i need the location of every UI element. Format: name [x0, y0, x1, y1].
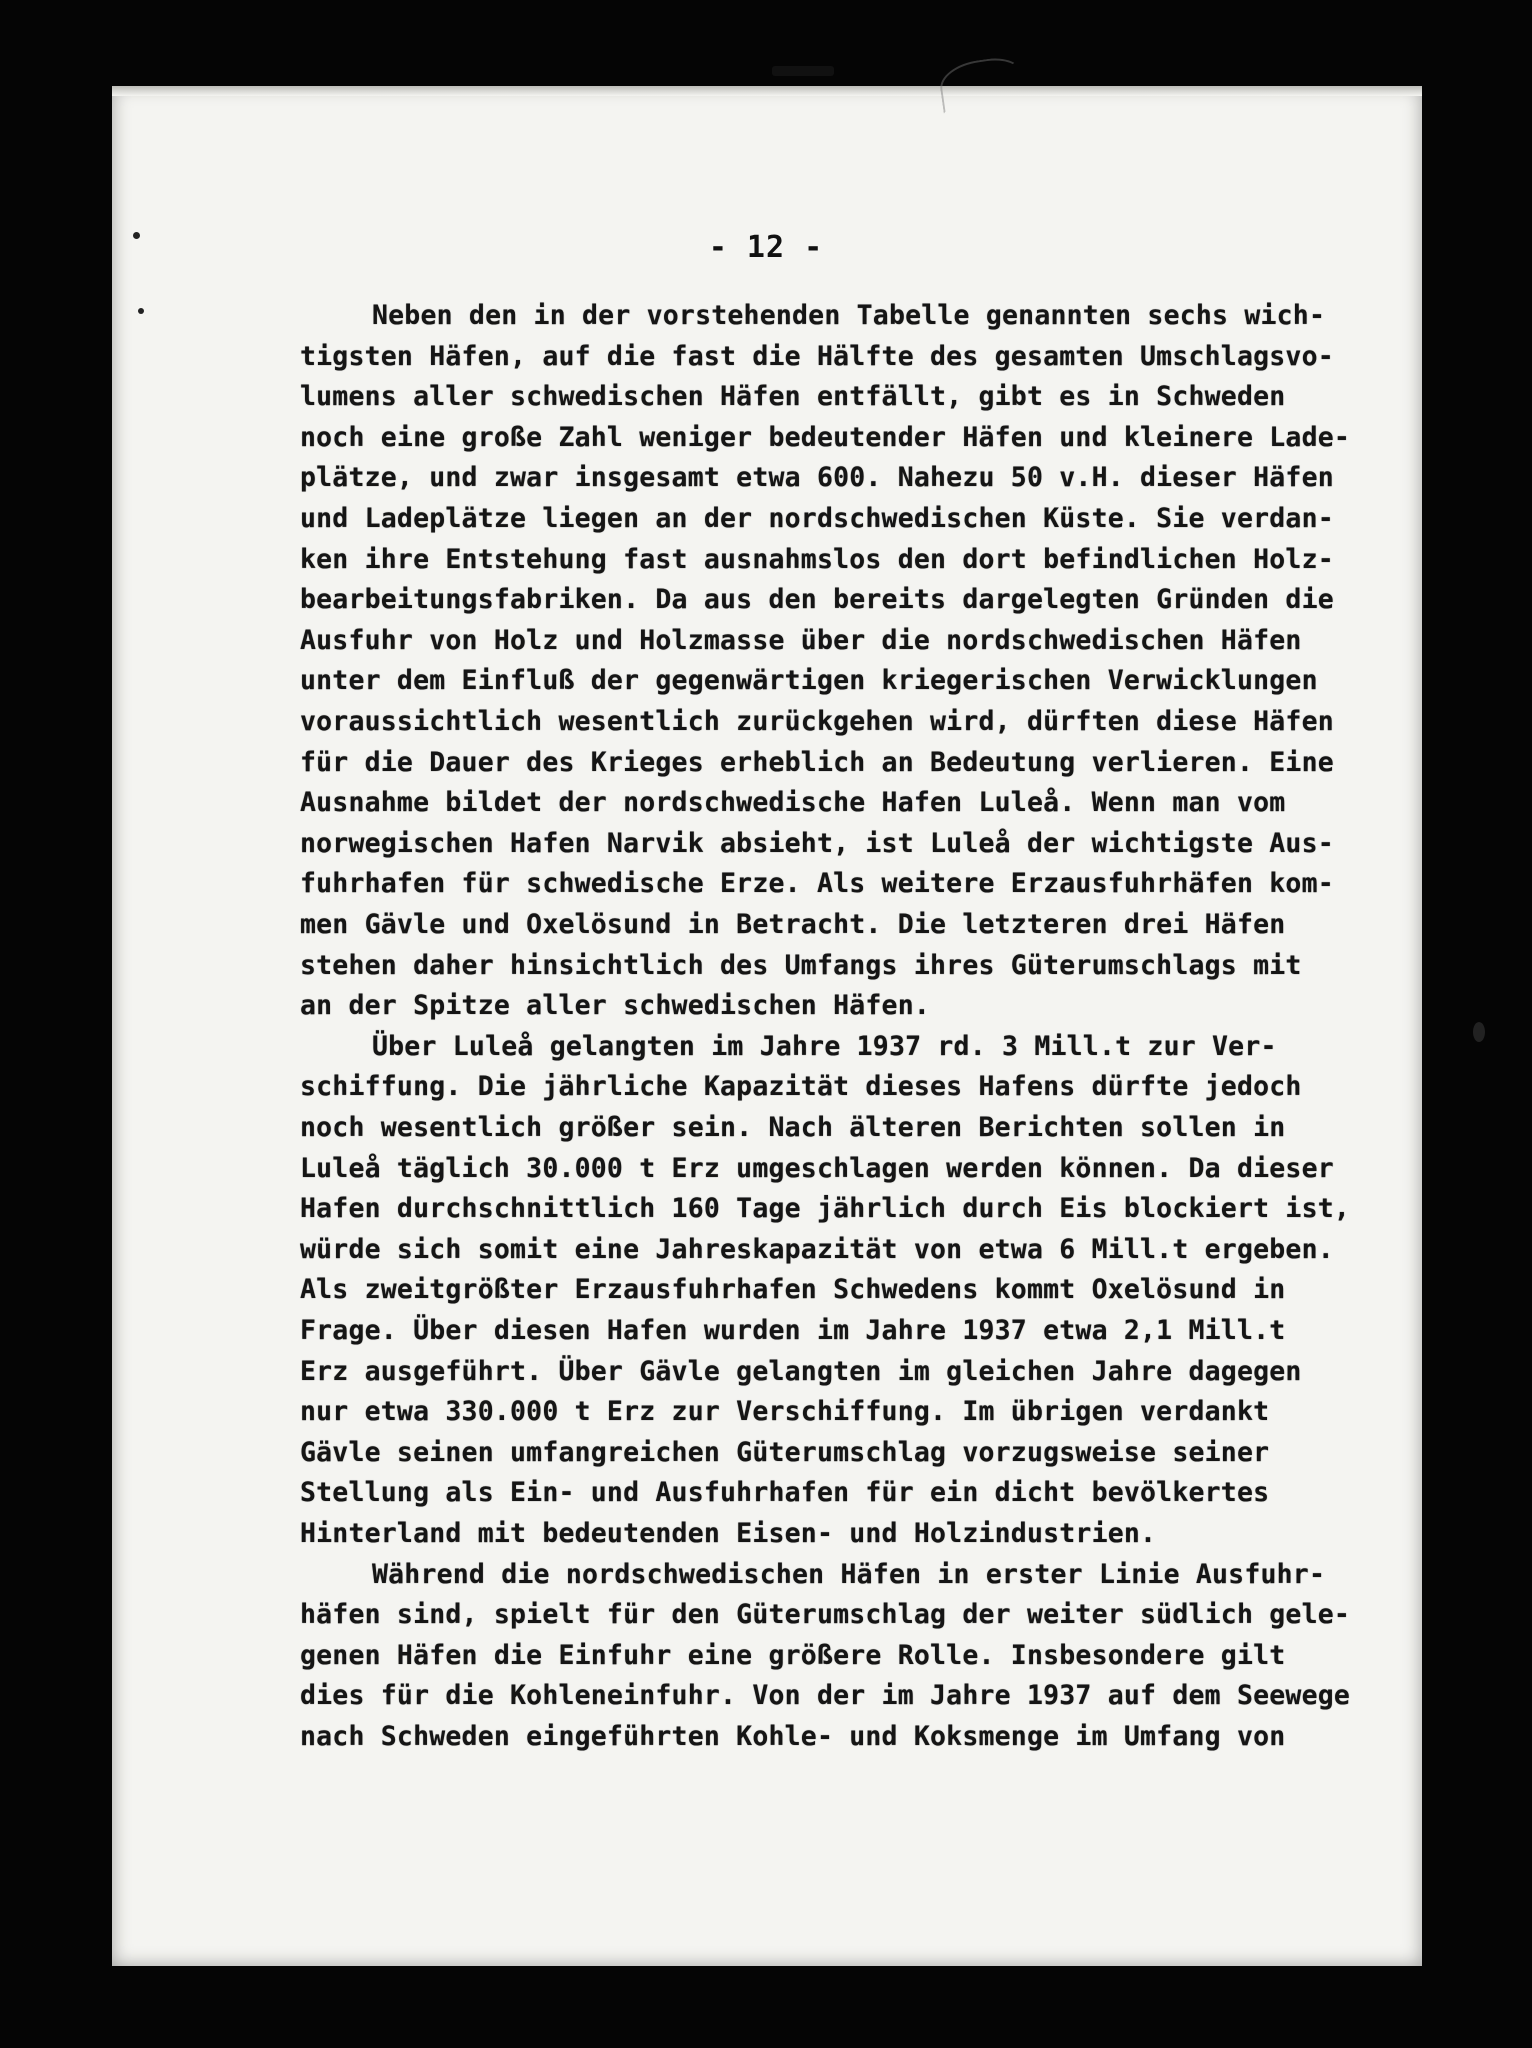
text-line: Ausfuhr von Holz und Holzmasse über die nordschwedischen Häfen: [300, 624, 1302, 656]
text-line: Während die nordschwedischen Häfen in erster Linie Ausfuhr-: [372, 1558, 1326, 1590]
text-line: häfen sind, spielt für den Güterumschlag der weiter südlich gele-: [300, 1599, 1351, 1631]
text-line: unter dem Einfluß der gegenwärtigen kriegerischen Verwicklungen: [300, 665, 1318, 697]
page-number: - 12 -: [708, 230, 824, 265]
text-line: tigsten Häfen, auf die fast die Hälfte des gesamten Umschlagsvo-: [300, 340, 1334, 372]
text-line: bearbeitungsfabriken. Da aus den bereits dargelegten Gründen die: [300, 584, 1334, 616]
text-line: plätze, und zwar insgesamt etwa 600. Nahezu 50 v.H. dieser Häfen: [300, 462, 1334, 494]
text-line: nach Schweden eingeführten Kohle- und Koksmenge im Umfang von: [300, 1721, 1286, 1752]
text-line: würde sich somit eine Jahreskapazität von etwa 6 Mill.t ergeben.: [300, 1233, 1334, 1265]
text-line: genen Häfen die Einfuhr eine größere Rolle. Insbesondere gilt: [300, 1639, 1286, 1671]
text-line: an der Spitze aller schwedischen Häfen.: [300, 990, 931, 1022]
text-line: norwegischen Hafen Narvik absieht, ist Luleå der wichtigste Aus-: [300, 827, 1334, 859]
text-line: Über Luleå gelangten im Jahre 1937 rd. 3 Mill.t zur Ver-: [372, 1030, 1277, 1062]
text-line: Als zweitgrößter Erzausfuhrhafen Schwedens kommt Oxelösund in: [300, 1274, 1286, 1306]
text-line: stehen daher hinsichtlich des Umfangs ihres Güterumschlags mit: [300, 949, 1302, 981]
text-line: voraussichtlich wesentlich zurückgehen wird, dürften diese Häfen: [300, 706, 1334, 737]
text-line: dies für die Kohleneinfuhr. Von der im Jahre 1937 auf dem Seewege: [300, 1680, 1351, 1712]
text-line: Stellung als Ein- und Ausfuhrhafen für ein dicht bevölkertes: [300, 1477, 1270, 1509]
text-line: men Gävle und Oxelösund in Betracht. Die letzteren drei Häfen: [300, 909, 1286, 940]
text-line: fuhrhafen für schwedische Erze. Als weitere Erzausfuhrhäfen kom-: [300, 868, 1334, 900]
text-line: noch eine große Zahl weniger bedeutender Häfen und kleinere Lade-: [300, 421, 1351, 453]
text-line: Luleå täglich 30.000 t Erz umgeschlagen werden können. Da dieser: [300, 1152, 1334, 1184]
text-line: noch wesentlich größer sein. Nach älteren Berichten sollen in: [300, 1112, 1286, 1143]
text-line: ken ihre Entstehung fast ausnahmslos den dort befindlichen Holz-: [300, 543, 1334, 575]
text-line: schiffung. Die jährliche Kapazität dieses Hafens dürfte jedoch: [300, 1071, 1302, 1103]
text-line: für die Dauer des Krieges erheblich an Bedeutung verlieren. Eine: [300, 746, 1334, 778]
text-line: Gävle seinen umfangreichen Güterumschlag vorzugsweise seiner: [300, 1436, 1270, 1468]
text-line: nur etwa 330.000 t Erz zur Verschiffung. Im übrigen verdankt: [300, 1396, 1270, 1428]
text-line: Hafen durchschnittlich 160 Tage jährlich durch Eis blockiert ist,: [300, 1193, 1351, 1225]
text-line: Frage. Über diesen Hafen wurden im Jahre 1937 etwa 2,1 Mill.t: [300, 1315, 1286, 1346]
text-line: und Ladeplätze liegen an der nordschwedischen Küste. Sie verdan-: [300, 503, 1334, 534]
text-line: Erz ausgeführt. Über Gävle gelangten im gleichen Jahre dagegen: [300, 1355, 1302, 1387]
text-line: lumens aller schwedischen Häfen entfällt, gibt es in Schweden: [300, 381, 1286, 413]
text-line: Hinterland mit bedeutenden Eisen- und Holzindustrien.: [300, 1518, 1157, 1549]
text-line: Neben den in der vorstehenden Tabelle genannten sechs wich-: [372, 300, 1326, 331]
text-line: Ausnahme bildet der nordschwedische Hafen Luleå. Wenn man vom: [300, 787, 1286, 819]
